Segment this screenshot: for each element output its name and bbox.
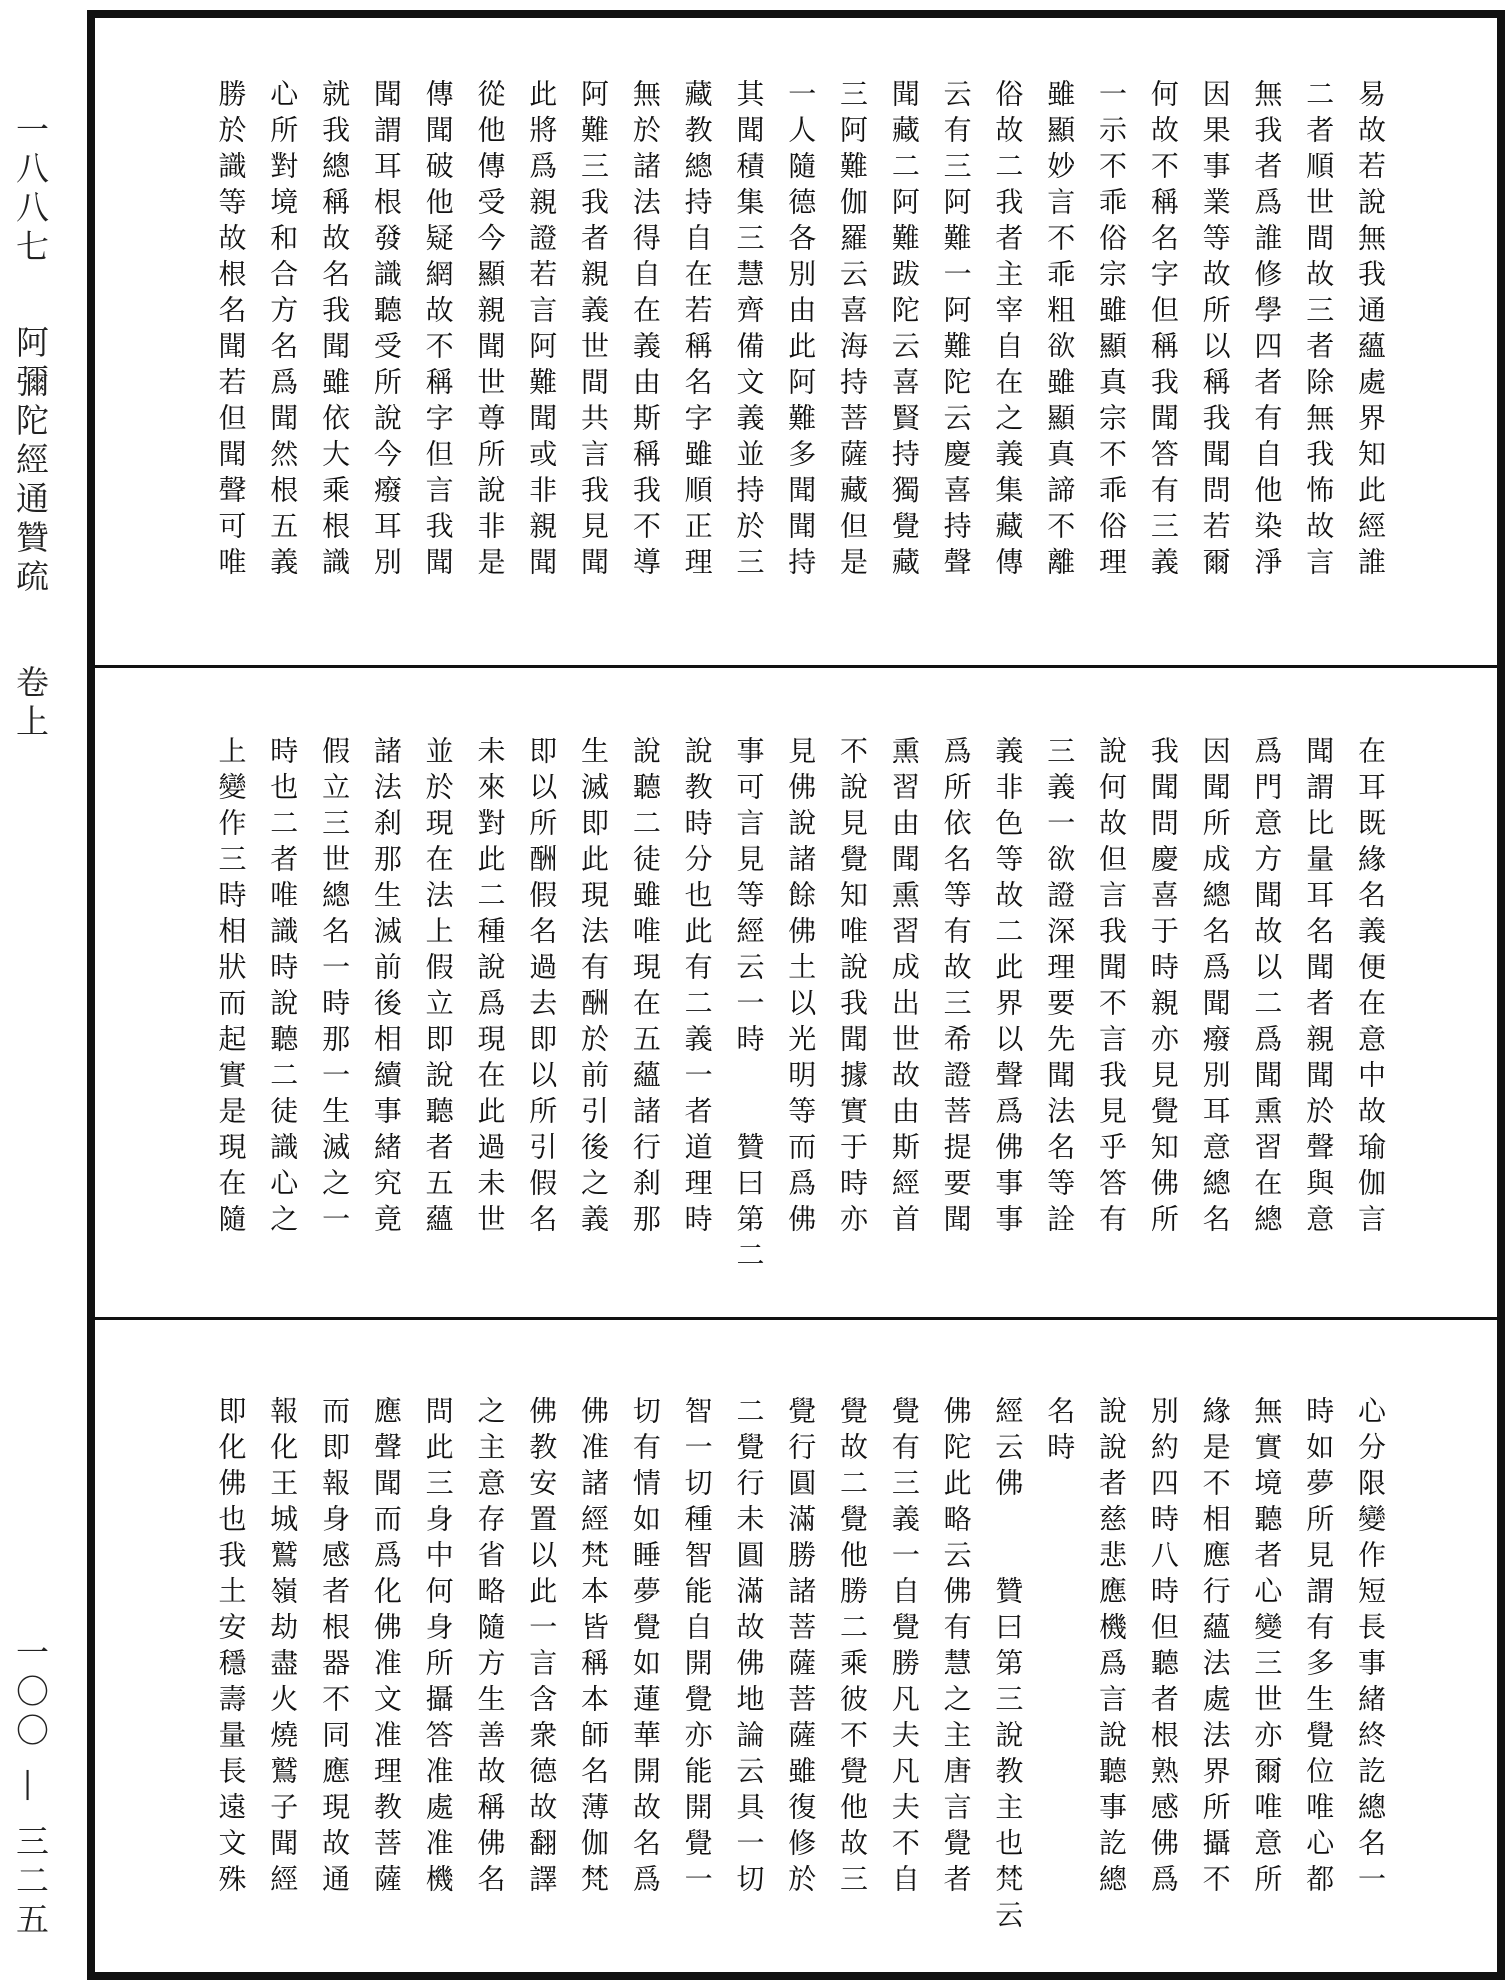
text-column: 熏習由聞熏習成出世故由斯經首 bbox=[887, 736, 921, 1240]
text-column: 佛陀此略云佛有慧之主唐言覺者 bbox=[939, 1396, 973, 1900]
panel-divider bbox=[95, 665, 1497, 668]
text-column: 勝於識等故根名聞若但聞聲可唯 bbox=[214, 79, 248, 583]
text-column: 我聞問慶喜于時親亦見覺知佛所 bbox=[1146, 736, 1180, 1240]
text-panel-middle bbox=[205, 736, 1396, 1296]
text-column: 云有三阿難一阿難陀云慶喜持聲 bbox=[939, 79, 973, 583]
text-column: 義非色等故二此界以聲爲佛事事 bbox=[991, 736, 1025, 1240]
text-column: 因聞所成總名爲聞癈別耳意總名 bbox=[1198, 736, 1232, 1240]
text-column: 假立三世總名一時那一生滅之一 bbox=[318, 736, 352, 1240]
text-column: 應聲聞而爲化佛准文准理教菩薩 bbox=[369, 1396, 403, 1900]
text-column: 易故若說無我通蘊處界知此經誰 bbox=[1354, 79, 1387, 583]
text-column: 爲門意方聞故以二爲聞熏習在總 bbox=[1250, 736, 1284, 1240]
text-column: 名時 bbox=[1043, 1396, 1077, 1468]
text-column: 此將爲親證若言阿難聞或非親聞 bbox=[525, 79, 559, 583]
text-column: 因果事業等故所以稱我聞問若爾 bbox=[1198, 79, 1232, 583]
text-column: 不說見覺知唯說我聞據實于時亦 bbox=[836, 736, 870, 1240]
text-column: 別約四時八時但聽者根熟感佛爲 bbox=[1146, 1396, 1180, 1900]
text-column: 生滅即此現法有酬於前引後之義 bbox=[577, 736, 611, 1240]
text-column: 諸法刹那生滅前後相續事緒究竟 bbox=[369, 736, 403, 1240]
text-column: 之主意存省略隨方生善故稱佛名 bbox=[473, 1396, 507, 1900]
text-column: 經云佛 贊曰第三說教主也梵云 bbox=[991, 1396, 1025, 1936]
text-column: 即化佛也我土安穩壽量長遠文殊 bbox=[214, 1396, 248, 1900]
text-column: 智一切種智能自開覺亦能開覺一 bbox=[680, 1396, 714, 1900]
text-column: 聞藏二阿難跋陀云喜賢持獨覺藏 bbox=[887, 79, 921, 583]
text-column: 爲所依名等有故三希證菩提要聞 bbox=[939, 736, 973, 1240]
text-column: 覺行圓滿勝諸菩薩菩薩雖復修於 bbox=[784, 1396, 818, 1900]
text-column: 阿難三我者親義世間共言我見聞 bbox=[577, 79, 611, 583]
text-column: 並於現在法上假立即說聽者五蘊 bbox=[421, 736, 455, 1240]
text-column: 二覺行未圓滿故佛地論云具一切 bbox=[732, 1396, 766, 1900]
juan-number: 一八八七 bbox=[11, 112, 50, 268]
text-column: 無於諸法得自在義由斯稱我不導 bbox=[628, 79, 662, 583]
text-column: 在耳既緣名義便在意中故瑜伽言 bbox=[1354, 736, 1387, 1240]
text-column: 問此三身中何身所攝答准處准機 bbox=[421, 1396, 455, 1900]
text-column: 無實境聽者心變三世亦爾唯意所 bbox=[1250, 1396, 1284, 1900]
text-column: 俗故二我者主宰自在之義集藏傳 bbox=[991, 79, 1025, 583]
text-column: 見佛說諸餘佛土以光明等而爲佛 bbox=[784, 736, 818, 1240]
panel-divider bbox=[95, 1317, 1497, 1320]
text-column: 說何故但言我聞不言我見乎答有 bbox=[1095, 736, 1129, 1240]
text-column: 切有情如睡夢覺如蓮華開故名爲 bbox=[628, 1396, 662, 1900]
text-column: 覺故二覺他勝二乘彼不覺他故三 bbox=[836, 1396, 870, 1900]
text-column: 藏教總持自在若稱名字雖順正理 bbox=[680, 79, 714, 583]
text-column: 心所對境和合方名爲聞然根五義 bbox=[266, 79, 300, 583]
text-column: 說聽二徒雖唯現在五蘊諸行刹那 bbox=[628, 736, 662, 1240]
text-column: 聞謂耳根發識聽受所說今癈耳別 bbox=[369, 79, 403, 583]
text-column: 即以所酬假名過去即以所引假名 bbox=[525, 736, 559, 1240]
text-column: 傳聞破他疑網故不稱字但言我聞 bbox=[421, 79, 455, 583]
text-column: 從他傳受今顯親聞世尊所說非是 bbox=[473, 79, 507, 583]
text-column: 說教時分也此有二義一者道理時 bbox=[680, 736, 714, 1240]
text-column: 而即報身感者根器不同應現故通 bbox=[318, 1396, 352, 1900]
volume-label: 卷上 bbox=[11, 665, 50, 743]
text-column: 一人隨德各別由此阿難多聞聞持 bbox=[784, 79, 818, 583]
text-column: 三阿難伽羅云喜海持菩薩藏但是 bbox=[836, 79, 870, 583]
text-column: 二者順世間故三者除無我怖故言 bbox=[1302, 79, 1336, 583]
text-panel-upper bbox=[205, 79, 1396, 639]
text-column: 一示不乖俗宗雖顯真宗不乖俗理 bbox=[1095, 79, 1129, 583]
text-column: 雖顯妙言不乖粗欲雖顯真諦不離 bbox=[1043, 79, 1077, 583]
text-column: 時也二者唯識時說聽二徒識心之 bbox=[266, 736, 300, 1240]
text-column: 緣是不相應行蘊法處法界所攝不 bbox=[1198, 1396, 1232, 1900]
text-column: 覺有三義一自覺勝凡夫凡夫不自 bbox=[887, 1396, 921, 1900]
text-column: 未來對此二種說爲現在此過未世 bbox=[473, 736, 507, 1240]
text-column: 佛准諸經梵本皆稱本師名薄伽梵 bbox=[577, 1396, 611, 1900]
text-column: 上變作三時相狀而起實是現在隨 bbox=[214, 736, 248, 1240]
text-column: 報化王城鷲嶺劫盡火燒鷲子聞經 bbox=[266, 1396, 300, 1900]
text-column: 就我總稱故名我聞雖依大乘根識 bbox=[318, 79, 352, 583]
sutra-title: 阿彌陀經通贊疏 bbox=[11, 325, 50, 598]
page-reference: 一〇〇 — 三二五 bbox=[11, 1635, 50, 1941]
text-column: 時如夢所見謂有多生覺位唯心都 bbox=[1302, 1396, 1336, 1900]
text-column: 聞謂比量耳名聞者親聞於聲與意 bbox=[1302, 736, 1336, 1240]
text-column: 事可言見等經云一時 贊曰第二 bbox=[732, 736, 766, 1276]
text-column: 佛教安置以此一言含衆德故翻譯 bbox=[525, 1396, 559, 1900]
text-column: 三義一欲證深理要先聞法名等詮 bbox=[1043, 736, 1077, 1240]
text-column: 心分限變作短長事緒終訖總名一 bbox=[1354, 1396, 1387, 1900]
text-column: 無我者爲誰修學四者有自他染淨 bbox=[1250, 79, 1284, 583]
text-column: 其聞積集三慧齊備文義並持於三 bbox=[732, 79, 766, 583]
text-panel-lower bbox=[205, 1396, 1396, 1956]
text-column: 何故不稱名字但稱我聞答有三義 bbox=[1146, 79, 1180, 583]
text-column: 說說者慈悲應機爲言說聽事訖總 bbox=[1095, 1396, 1129, 1900]
